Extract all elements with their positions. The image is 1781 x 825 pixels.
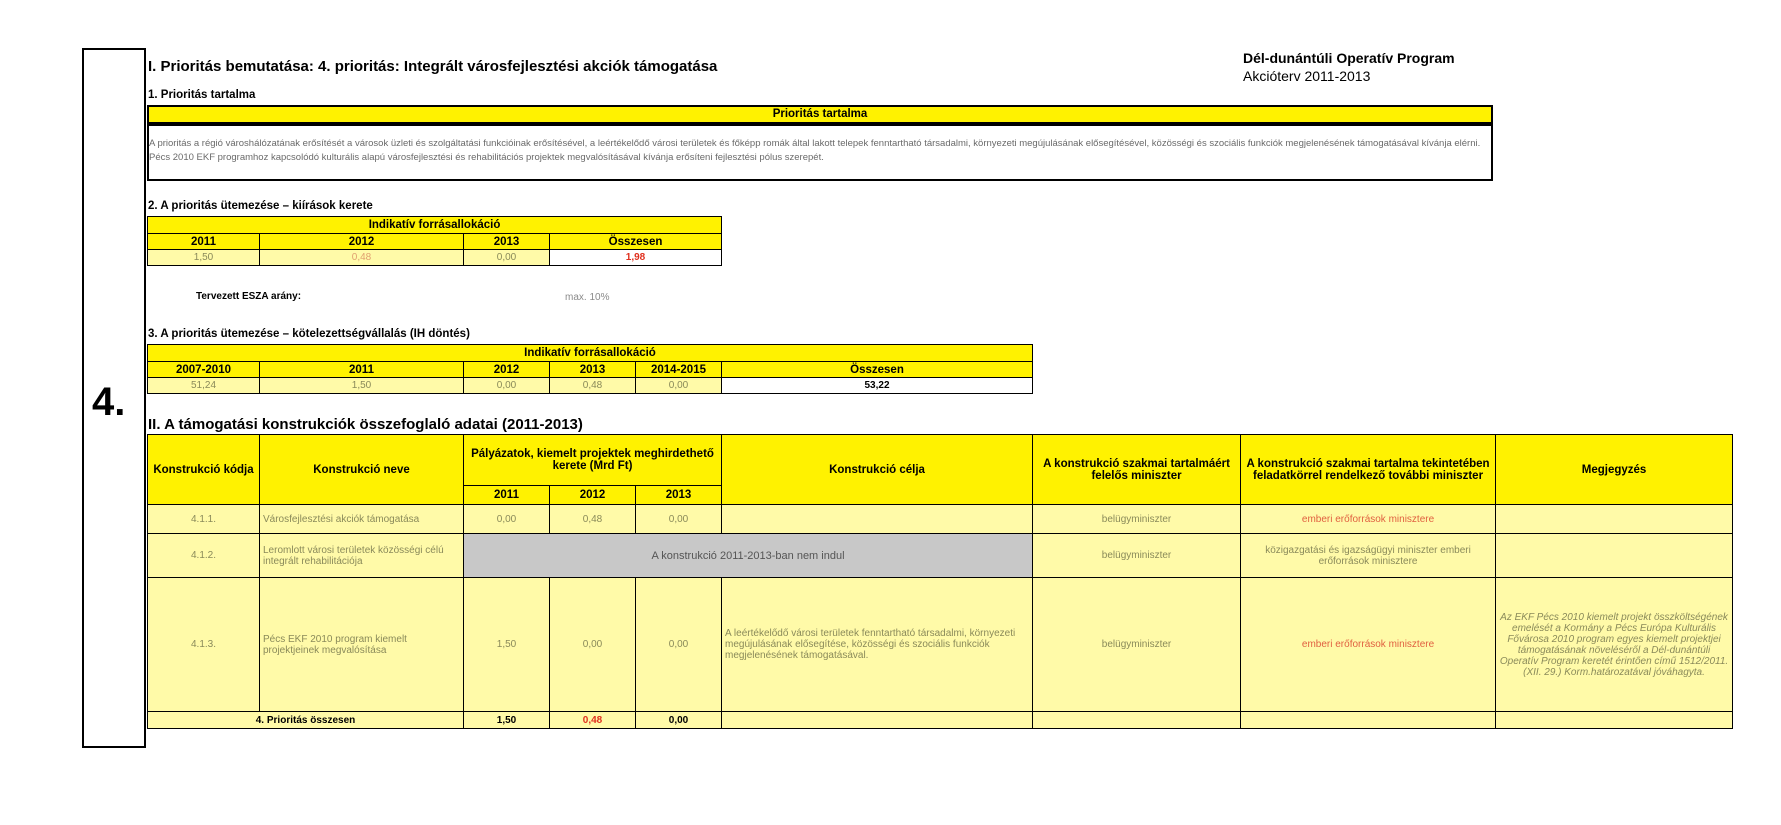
value-cell: 1,50 bbox=[148, 250, 260, 266]
priority-content-text: A prioritás a régió városhálózatának erősítését a városok üzleti és szolgáltatási funkcióinak erősítésével, a leértékelődő városi területek és főképp romák által lakott telepek fenntartható társadalmi, környezeti megújulásának elősegítésével, közösségi és szociális funkciók megjelenésének támogatásával kívánja elérni. Pécs 2010 EKF programhoz kapcsolódó kulturális alapú városfejlesztési és rehabilitációs projektek megvalósításával kívánja erősíteni fejlesztési pólus szerepét. bbox=[149, 138, 1481, 163]
header-other-minister: A konstrukció szakmai tartalma tekintetében feladatkörrel rendelkező további miniszter bbox=[1241, 435, 1496, 505]
value-cell: 0,48 bbox=[550, 378, 636, 394]
col-header: 2013 bbox=[550, 362, 636, 378]
schedule-calls-heading: 2. A prioritás ütemezése – kiírások kerete bbox=[148, 200, 373, 212]
row-minister: belügyminiszter bbox=[1033, 534, 1241, 578]
value-cell: 1,50 bbox=[260, 378, 464, 394]
value-cell: 0,48 bbox=[260, 250, 464, 266]
page-title: I. Prioritás bemutatása: 4. prioritás: Integrált városfejlesztési akciók támogatása bbox=[148, 58, 718, 75]
col-header: 2007-2010 bbox=[148, 362, 260, 378]
row-note bbox=[1496, 534, 1733, 578]
col-header: 2011 bbox=[260, 362, 464, 378]
schedule-calls-table bbox=[147, 216, 722, 266]
total-value: 1,50 bbox=[464, 712, 550, 729]
total-value: 0,00 bbox=[636, 712, 722, 729]
allocation-title: Indikatív forrásallokáció bbox=[148, 345, 1033, 362]
col-header: 2012 bbox=[260, 234, 464, 250]
total-cell: 1,98 bbox=[550, 250, 722, 266]
value-cell: 0,00 bbox=[636, 378, 722, 394]
col-header: 2012 bbox=[464, 362, 550, 378]
row-name: Pécs EKF 2010 program kiemelt projektjeinek megvalósítása bbox=[260, 578, 464, 712]
col-header: 2013 bbox=[464, 234, 550, 250]
header-code: Konstrukció kódja bbox=[148, 435, 260, 505]
row-code: 4.1.1. bbox=[148, 505, 260, 534]
row-name: Leromlott városi területek közösségi célú integrált rehabilitációja bbox=[260, 534, 464, 578]
row-value: 0,00 bbox=[636, 505, 722, 534]
row-note: Az EKF Pécs 2010 kiemelt projekt összköltségének emelését a Kormány a Pécs Európa Kulturális Fővárosa 2010 program egyes kiemelt projektjei támogatásának növeléséről a Dél-dunántúli Operatív Program keretét érintően című 1512/2011. (XII. 29.) Korm.határozatával jóváhagyta. bbox=[1496, 578, 1733, 712]
header-year: 2012 bbox=[550, 486, 636, 505]
col-header: Összesen bbox=[550, 234, 722, 250]
row-value: 0,00 bbox=[636, 578, 722, 712]
row-code: 4.1.2. bbox=[148, 534, 260, 578]
row-goal bbox=[722, 505, 1033, 534]
action-plan-label: Akcióterv 2011-2013 bbox=[1243, 68, 1371, 84]
total-value: 0,48 bbox=[550, 712, 636, 729]
row-code: 4.1.3. bbox=[148, 578, 260, 712]
esza-label: Tervezett ESZA arány: bbox=[196, 291, 302, 302]
schedule-commitment-table bbox=[147, 344, 1033, 394]
header-minister: A konstrukció szakmai tartalmáért felelős miniszter bbox=[1033, 435, 1241, 505]
total-empty-cell bbox=[722, 712, 1033, 729]
row-name: Városfejlesztési akciók támogatása bbox=[260, 505, 464, 534]
col-header: Összesen bbox=[722, 362, 1033, 378]
row-minister: belügyminiszter bbox=[1033, 505, 1241, 534]
priority-content-heading: 1. Prioritás tartalma bbox=[148, 89, 256, 101]
row-minister: belügyminiszter bbox=[1033, 578, 1241, 712]
header-goal: Konstrukció célja bbox=[722, 435, 1033, 505]
row-value: 1,50 bbox=[464, 578, 550, 712]
row-value: 0,00 bbox=[550, 578, 636, 712]
constructions-heading: II. A támogatási konstrukciók összefoglaló adatai (2011-2013) bbox=[148, 416, 583, 433]
value-cell: 51,24 bbox=[148, 378, 260, 394]
total-empty-cell bbox=[1241, 712, 1496, 729]
header-budget: Pályázatok, kiemelt projektek meghirdethető kerete (Mrd Ft) bbox=[464, 435, 722, 486]
row-other-minister: közigazgatási és igazságügyi miniszter emberi erőforrások minisztere bbox=[1241, 534, 1496, 578]
value-cell: 0,00 bbox=[464, 250, 550, 266]
col-header: 2014-2015 bbox=[636, 362, 722, 378]
row-other-minister: emberi erőforrások minisztere bbox=[1241, 505, 1496, 534]
row-note bbox=[1496, 505, 1733, 534]
priority-content-box-header: Prioritás tartalma bbox=[147, 105, 1493, 124]
total-cell: 53,22 bbox=[722, 378, 1033, 394]
allocation-title: Indikatív forrásallokáció bbox=[148, 217, 722, 234]
header-year: 2011 bbox=[464, 486, 550, 505]
esza-value: max. 10% bbox=[565, 292, 610, 303]
value-cell: 0,00 bbox=[464, 378, 550, 394]
row-other-minister: emberi erőforrások minisztere bbox=[1241, 578, 1496, 712]
total-label: 4. Prioritás összesen bbox=[148, 712, 464, 729]
header-note: Megjegyzés bbox=[1496, 435, 1733, 505]
header-name: Konstrukció neve bbox=[260, 435, 464, 505]
total-empty-cell bbox=[1033, 712, 1241, 729]
not-started-notice: A konstrukció 2011-2013-ban nem indul bbox=[464, 534, 1033, 578]
section-number: 4. bbox=[92, 380, 126, 424]
constructions-table bbox=[147, 434, 1733, 729]
col-header: 2011 bbox=[148, 234, 260, 250]
schedule-commitment-heading: 3. A prioritás ütemezése – kötelezettségvállalás (IH döntés) bbox=[148, 328, 470, 340]
row-value: 0,48 bbox=[550, 505, 636, 534]
row-goal: A leértékelődő városi területek fenntartható társadalmi, környezeti megújulásának elősegítése, közösségi és szociális funkciók megjelenésének támogatásával. bbox=[722, 578, 1033, 712]
header-year: 2013 bbox=[636, 486, 722, 505]
total-empty-cell bbox=[1496, 712, 1733, 729]
row-value: 0,00 bbox=[464, 505, 550, 534]
program-name: Dél-dunántúli Operatív Program bbox=[1243, 50, 1455, 66]
